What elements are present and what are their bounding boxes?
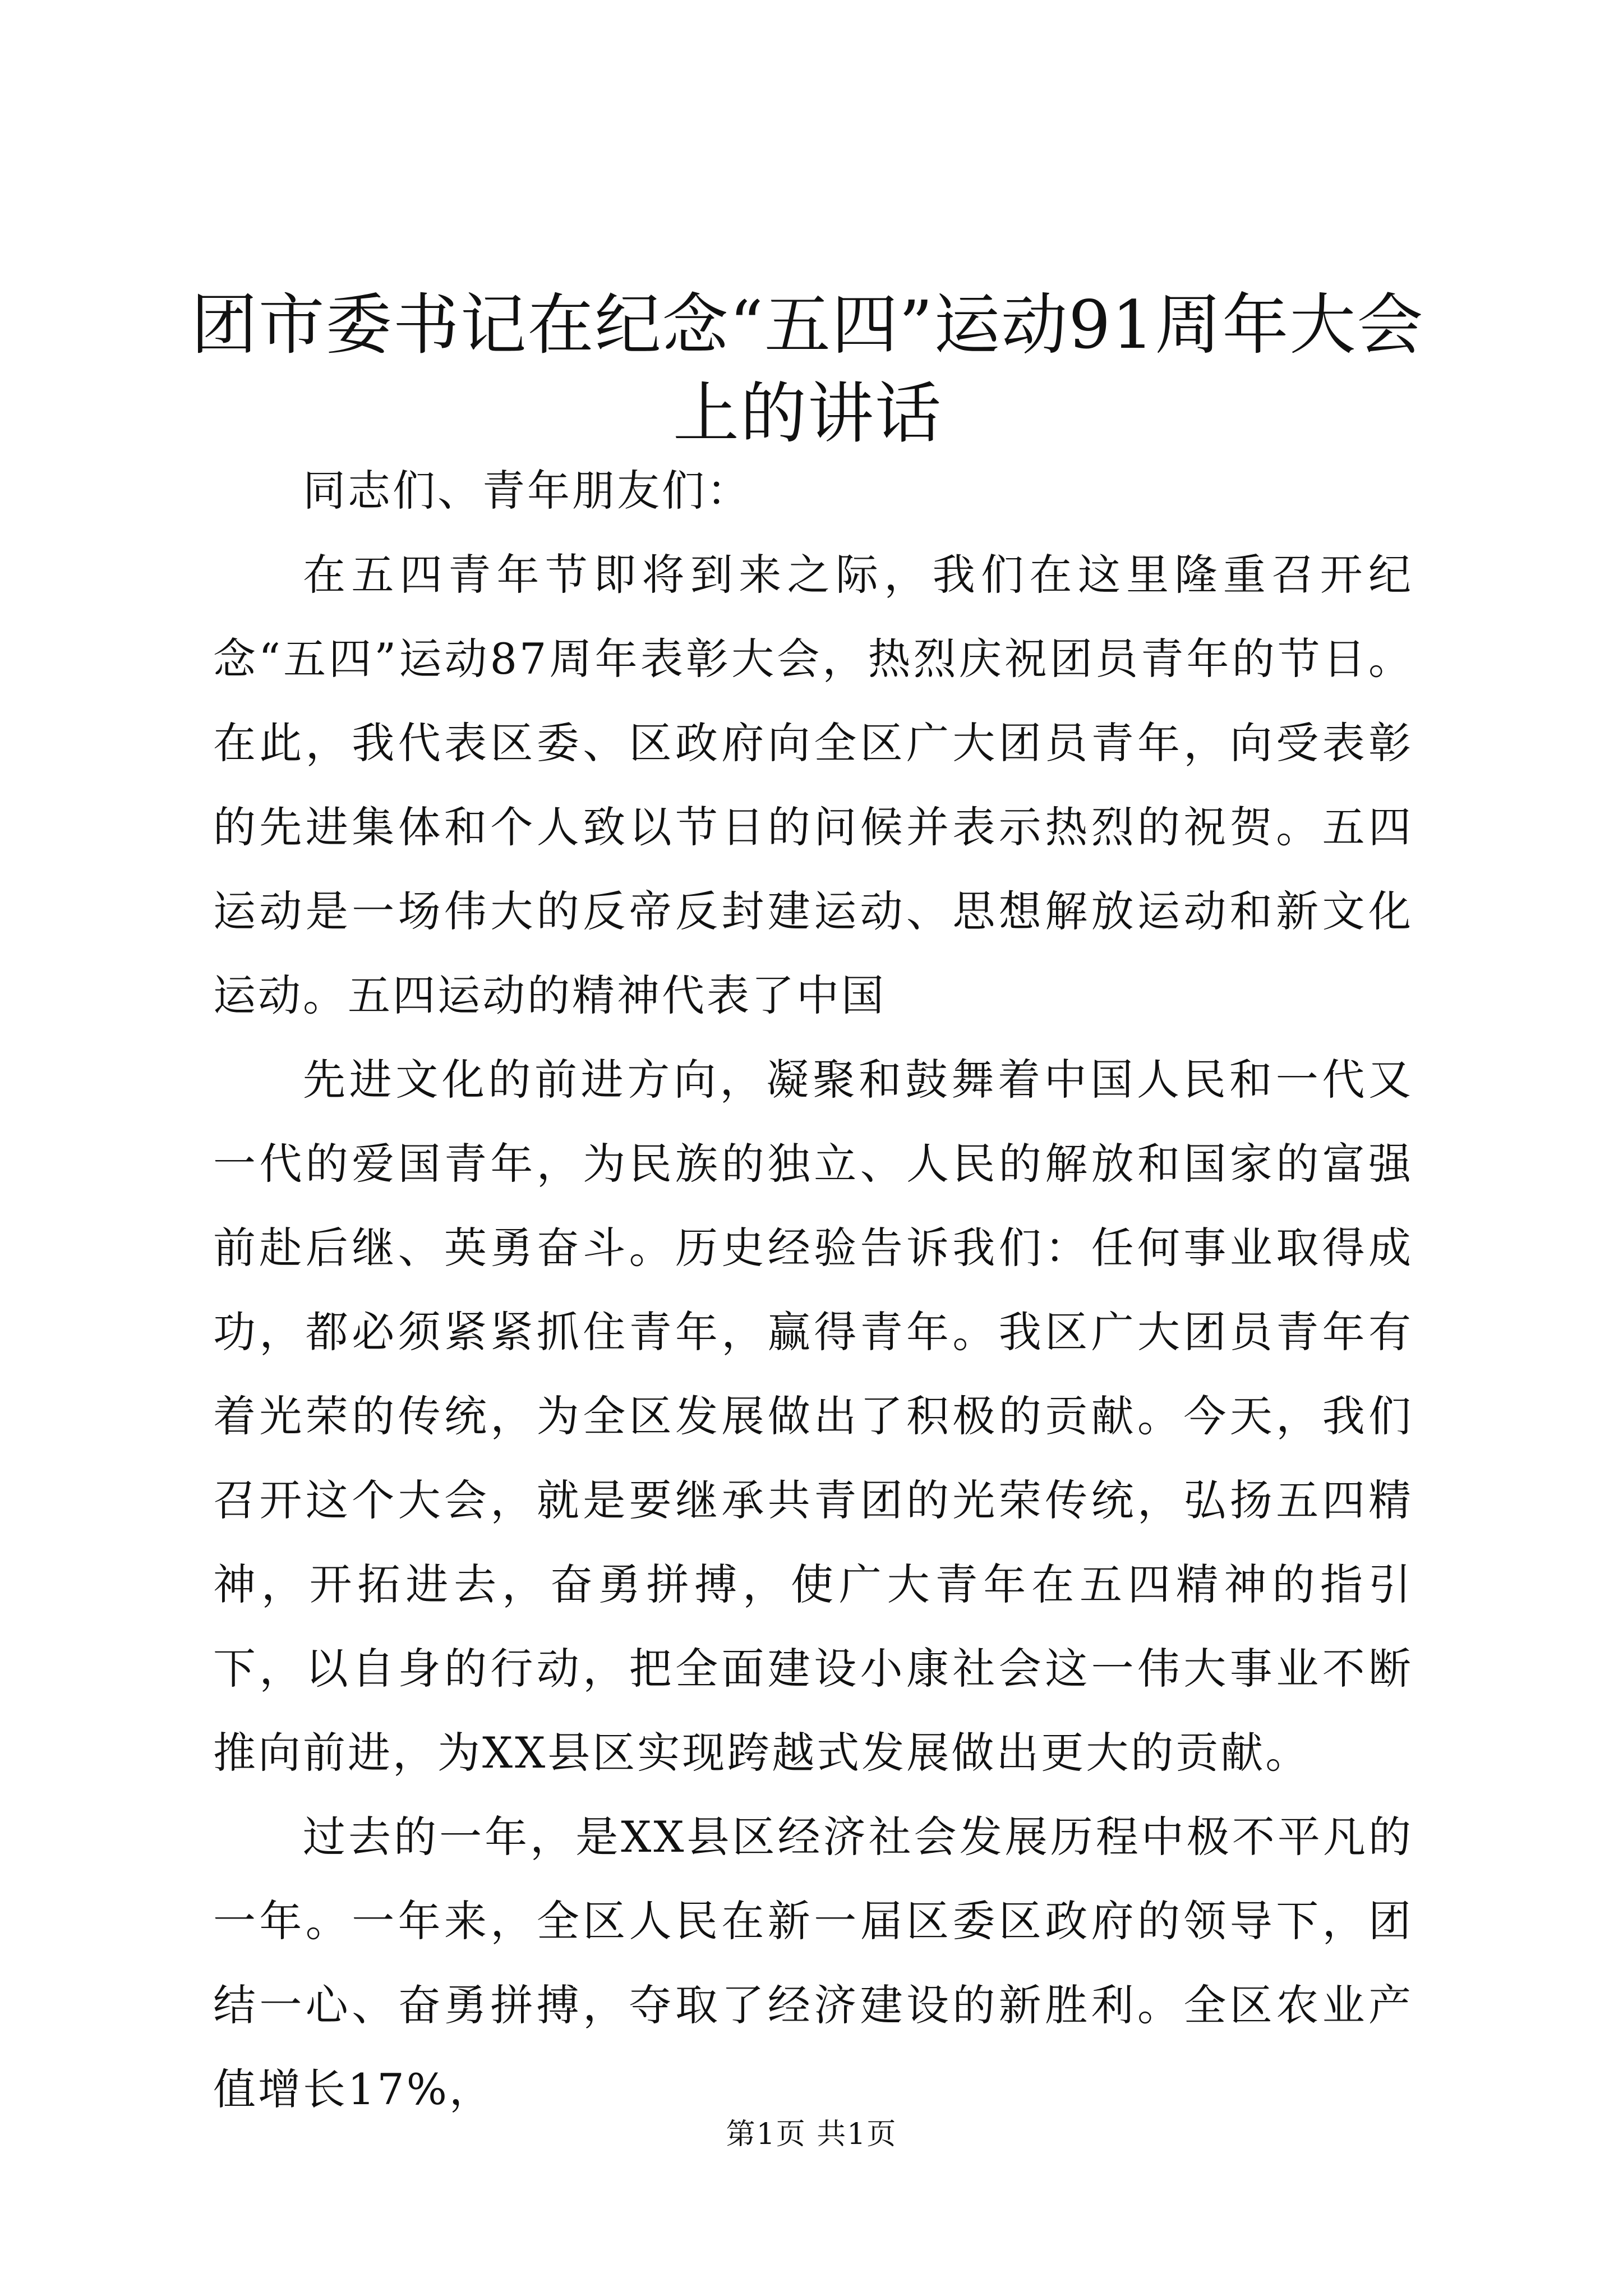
page-footer: 第1页 共1页 <box>726 2118 897 2151</box>
body-paragraph-3: 过去的一年，是XX县区经济社会发展历程中极不平凡的一年。一年来，全区人民在新一届区委区政府的领导下，团结一心、奋勇拼搏，夺取了经济建设的新胜利。全区农业产值增长17%， <box>213 1812 1413 2114</box>
salutation-paragraph: 同志们、青年朋友们： <box>303 466 751 516</box>
document-body <box>213 449 1413 2132</box>
document-title: 团市委书记在纪念“五四”运动91周年大会上的讲话 <box>191 286 1424 452</box>
body-paragraph-1: 在五四青年节即将到来之际，我们在这里隆重召开纪念“五四”运动87周年表彰大会，热烈庆祝团员青年的节日。在此，我代表区委、区政府向全区广大团员青年，向受表彰的先进集体和个人致以节日的问候并表示热烈的祝贺。五四运动是一场伟大的反帝反封建运动、思想解放运动和新文化运动。五四运动的精神代表了中国 <box>213 550 1413 1020</box>
body-paragraph-2: 先进文化的前进方向，凝聚和鼓舞着中国人民和一代又一代的爱国青年，为民族的独立、人民的解放和国家的富强前赴后继、英勇奋斗。历史经验告诉我们：任何事业取得成功，都必须紧紧抓住青年，赢得青年。我区广大团员青年有着光荣的传统，为全区发展做出了积极的贡献。今天，我们召开这个大会，就是要继承共青团的光荣传统，弘扬五四精神，开拓进去，奋勇拼搏，使广大青年在五四精神的指引下，以自身的行动，把全面建设小康社会这一伟大事业不断推向前进，为XX县区实现跨越式发展做出更大的贡献。 <box>213 1055 1413 1778</box>
